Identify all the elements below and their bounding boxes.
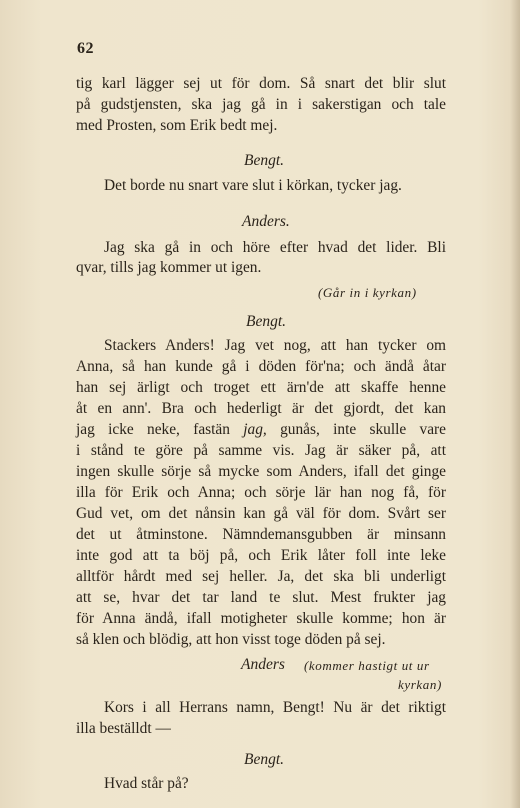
text-line: så klen och blödig, att hon visst toge döden på sej. bbox=[76, 631, 386, 648]
text-line: för Anna ändå, ifall motigheter skulle komme; hon är bbox=[76, 610, 446, 627]
text-line: det ut åtminstone. Nämndemansgubben är minsann bbox=[76, 526, 446, 543]
text-line: Hvad står på? bbox=[104, 775, 189, 792]
text-line: åt en ann'. Bra och hederligt är det gjordt, det kan bbox=[76, 400, 446, 417]
text-line: i stånd te göre på samme vis. Jag är säker på, att bbox=[76, 442, 446, 459]
text-line: med Prosten, som Erik bedt mej. bbox=[76, 117, 278, 134]
text-line: Gud vet, om det nånsin kan gå väl för dom. Svårt ser bbox=[76, 505, 446, 522]
speaker-name: Anders bbox=[241, 656, 285, 673]
speaker-name: Bengt. bbox=[246, 313, 287, 330]
text-line: qvar, tills jag kommer ut igen. bbox=[76, 259, 262, 276]
text-line: tig karl lägger sej ut för dom. Så snart det blir slut bbox=[76, 75, 446, 92]
stage-direction: (kommer hastigt ut ur bbox=[304, 658, 430, 673]
text-line: ingen skulle sörje så mycke som Anders, ifall det ginge bbox=[76, 463, 446, 480]
text-line bbox=[76, 420, 446, 440]
text-line: Kors i all Herrans namn, Bengt! Nu är det riktigt bbox=[104, 699, 446, 716]
text-line: Stackers Anders! Jag vet nog, att han tycker om bbox=[104, 337, 446, 354]
text-line: Jag ska gå in och höre efter hvad det lider. Bli bbox=[104, 239, 446, 256]
text-line: illa beställdt — bbox=[76, 720, 171, 737]
text-segment: gunås, inte skulle vare bbox=[280, 421, 446, 438]
text-line: han sej ärligt och troget ett ärn'de att skaffe henne bbox=[76, 379, 446, 396]
text-line: inte god att ta böj på, och Erik låter foll inte leke bbox=[76, 547, 446, 564]
page-number: 62 bbox=[77, 40, 94, 57]
emphasized-word: jag, bbox=[243, 421, 267, 438]
text-segment: jag icke neke, fastän bbox=[76, 421, 230, 438]
text-line: Anna, så han kunde gå i döden för'na; och ändå åtar bbox=[76, 358, 446, 375]
text-line: på gudstjensten, ska jag gå in i sakerstigan och tale bbox=[76, 96, 446, 113]
speaker-name: Anders. bbox=[242, 213, 290, 230]
speaker-name: Bengt. bbox=[244, 751, 285, 768]
text-line: Det borde nu snart vare slut i körkan, tycker jag. bbox=[104, 177, 402, 194]
stage-direction: (Går in i kyrkan) bbox=[318, 285, 417, 300]
text-line: att se, hvar det tar land te slut. Mest frukter jag bbox=[76, 589, 446, 606]
page-edge-shadow bbox=[510, 0, 520, 808]
speaker-name: Bengt. bbox=[244, 152, 285, 169]
text-line: illa för Erik och Anna; och sörje lär han nog få, för bbox=[76, 484, 446, 501]
text-line: alltför hårdt med sej heller. Ja, det ska bli underligt bbox=[76, 568, 446, 585]
stage-direction: kyrkan) bbox=[398, 677, 442, 692]
